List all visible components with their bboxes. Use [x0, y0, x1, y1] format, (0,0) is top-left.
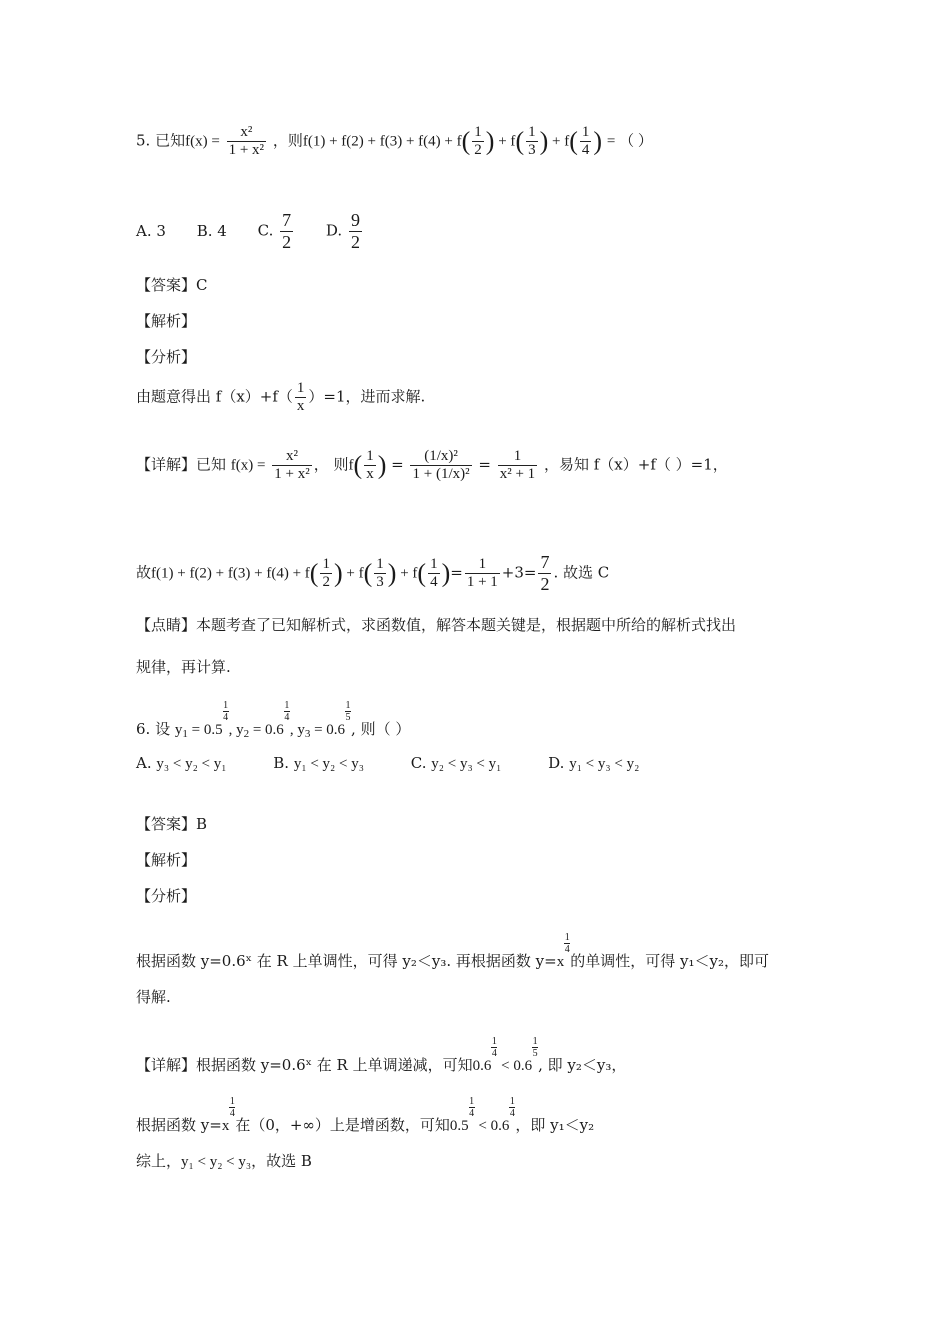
q5-expr: f(1) + f(2) + f(3) + f(4) + f — [302, 133, 462, 150]
q6-summary: 综上，y₁ < y₂ < y₃，故选 B — [136, 1152, 312, 1170]
q6-option-c: C. y₂ < y₃ < y₁ — [410, 754, 502, 772]
q5-tail: = （ ） — [606, 133, 653, 150]
q5-analysis: 由题意得出 f（x）+f（ $\frac{1}{x}$ ）=1，进而求解. — [136, 380, 426, 414]
q6-stem: 6. 设 $y_1 = 0.5\frac{1}{4}$, $y_2 = 0.6\frac{1}{4}$, $y_3 = 0.6\frac{1}{5}$, 则（ ） — [136, 700, 411, 740]
q5-detail: 【详解】已知 f(x) = $\frac{\text{x²}}{\text{1 + x²}}$ ， 则f( $\frac{1}{x}$ ) = $\frac{\text{(1/x)²}}{\text{1 + (1/x)²}}$ = $\frac{1}{\text{x² + 1}}$ ，易知 f（x）+f（ ）=1， — [136, 448, 728, 482]
q5-option-d: D. $\frac{9}{2}$ — [325, 210, 360, 252]
q6-option-b: B. y₁ < y₂ < y₃ — [273, 754, 364, 772]
q5-dianjing-2: 规律，再计算. — [136, 658, 231, 676]
q6-jiexi: 【解析】 — [136, 851, 197, 869]
q5-prefix: 5. 已知 — [136, 131, 186, 150]
q6-option-a: A. y₃ < y₂ < y₁ — [136, 754, 227, 772]
q5-options — [136, 210, 390, 253]
q5-jiexi: 【解析】 — [136, 312, 197, 330]
q6-detail-1: 【详解】根据函数 y=0.6ˣ 在 R 上单调递减，可知$0.6\frac{1}{4} < 0.6\frac{1}{5}$, 即 y₂＜y₃， — [136, 1036, 627, 1074]
q6-options — [136, 754, 665, 773]
q5-fx-fraction: $\frac{\text{x²}}{\text{1 + x²}}$ — [228, 124, 265, 158]
q5-answer: 【答案】C — [136, 276, 208, 294]
q5-dianjing-1: 【点睛】本题考查了已知解析式，求函数值，解答本题关键是，根据题中所给的解析式找出 — [136, 616, 737, 634]
q5-fenxi: 【分析】 — [136, 348, 197, 366]
q5-option-c: C. $\frac{7}{2}$ — [257, 210, 292, 252]
q5-then: ，则 — [272, 131, 303, 150]
q5-option-b: B. 4 — [196, 221, 227, 240]
q5-conclusion: 故f(1) + f(2) + f(3) + f(4) + f( $\frac{1}{2}$ ) + f( $\frac{1}{3}$ ) + f( $\frac{1}{4}$ )= $\frac{1}{1 + 1}$ +3= $\frac{7}{2}$ . 故选 C — [136, 552, 610, 594]
q5-stem: 5. 已知f(x) = $\frac{\text{x²}}{\text{1 + x²}}$ ，则f(1) + f(2) + f(3) + f(4) + f( $\frac{1}{2}$ ) + f( $\frac{1}{3}$ ) + f( $\frac{1}{4}$ ) = （ ） — [136, 124, 653, 158]
q6-detail-2: 根据函数 $y=x\frac{1}{4}$在（0，+∞）上是增函数，可知$0.5\frac{1}{4} < 0.6\frac{1}{4}$，即 y₁＜y₂ — [136, 1096, 595, 1134]
q5-option-a: A. 3 — [136, 221, 166, 240]
q6-analysis-1: 根据函数 y=0.6ˣ 在 R 上单调性，可得 y₂＜y₃. 再根据函数 $y=x\frac{1}{4}$的单调性，可得 y₁＜y₂，即可 — [136, 932, 769, 970]
q6-answer: 【答案】B — [136, 815, 208, 833]
q6-option-d: D. y₁ < y₃ < y₂ — [548, 754, 640, 772]
q6-analysis-2: 得解. — [136, 988, 171, 1006]
q6-fenxi: 【分析】 — [136, 887, 197, 905]
q5-fx: f(x) = — [185, 133, 220, 150]
